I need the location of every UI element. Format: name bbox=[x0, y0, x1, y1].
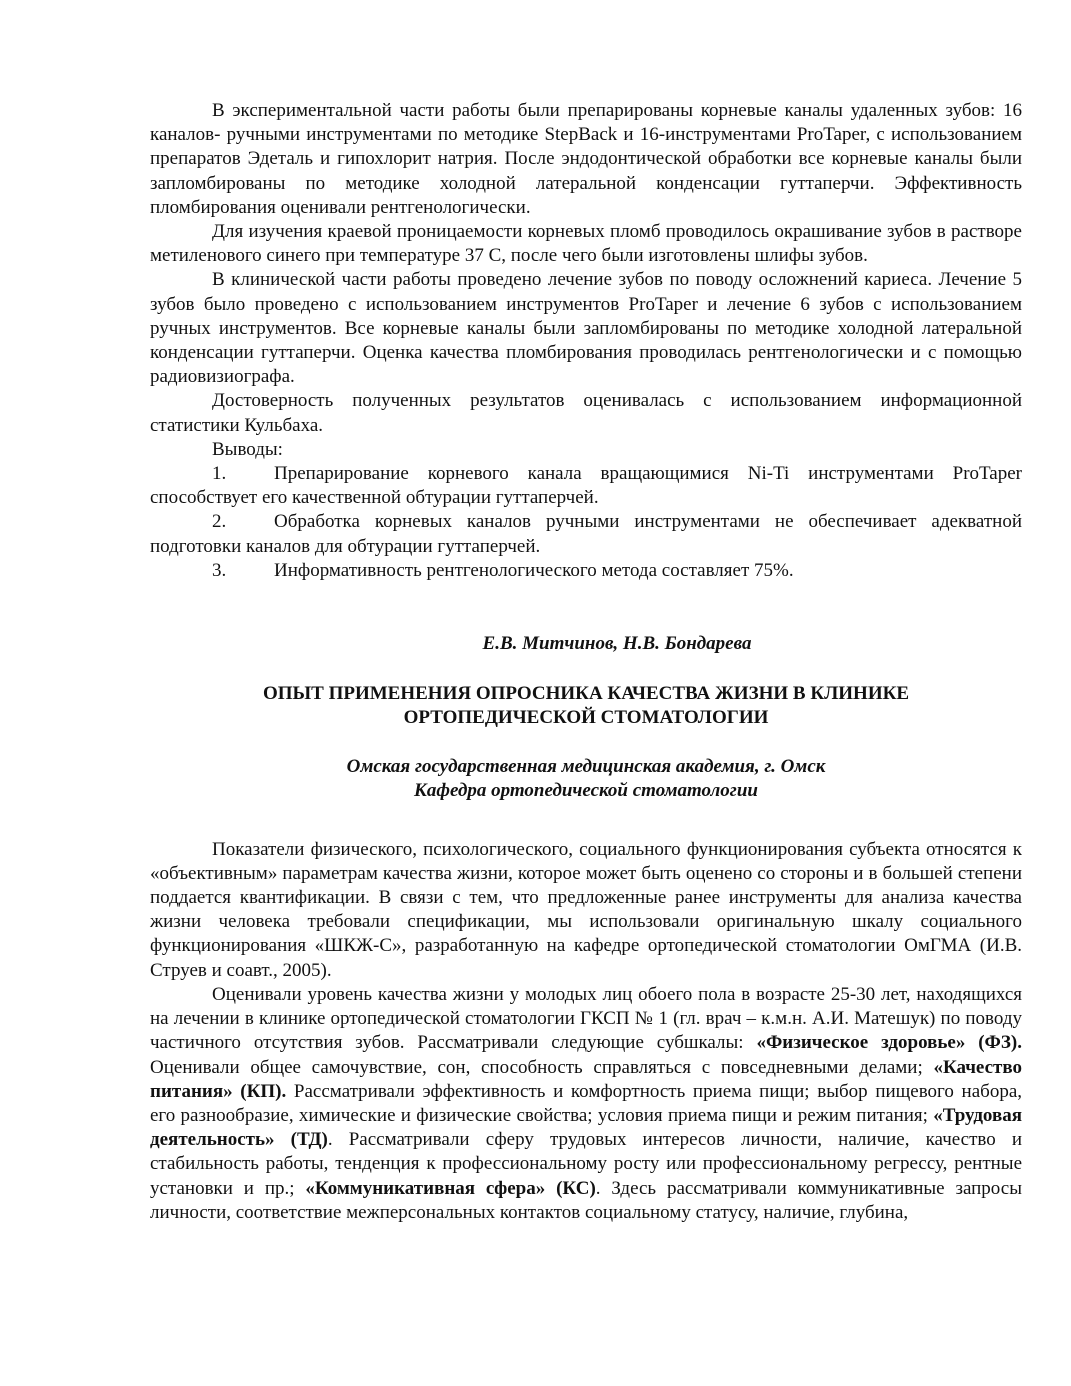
article-title-line-2: ОРТОПЕДИЧЕСКОЙ СТОМАТОЛОГИИ bbox=[403, 707, 769, 729]
text-run: Оценивали уровень качества жизни у молодых лиц обоего пола в возрасте 25-30 лет, находящихся на лечении в клинике ортопедической стоматологии ГКСП № 1 (гл. врач – к.м.н. А.И. Матешук) по поводу частичного отсутствия зубов. Рассматривали следующие субшкалы: bbox=[150, 983, 1022, 1054]
conclusion-item bbox=[150, 510, 1022, 558]
text-run: . Рассматривали сферу трудовых интересов личности, наличие, качество и стабильность работы, тенденция к профессиональному росту или профессиональному регрессу, рентные установки и пр.; bbox=[150, 1129, 1023, 1199]
paragraph-clinical: В клинической части работы проведено лечение зубов по поводу осложнений кариеса. Лечение 5 зубов было проведено с использованием инструментов ProTaper и лечение 6 зубов с использованием ручных инструментов. Все корневые каналы были запломбированы по методике холодной латеральной конденсации гуттаперчи. Оценка качества пломбирования проводилась рентгенологически и с помощью радиовизиографа. bbox=[150, 269, 1022, 388]
conclusion-number: 2. bbox=[212, 511, 227, 533]
article-title-line-1: ОПЫТ ПРИМЕНЕНИЯ ОПРОСНИКА КАЧЕСТВА ЖИЗНИ В КЛИНИКЕ bbox=[262, 683, 910, 705]
affiliation-line-2: Кафедра ортопедической стоматологии bbox=[414, 780, 758, 802]
conclusion-text: Препарирование корневого канала вращающимися Ni-Ti инструментами ProTaper способствует его качественной обтурации гуттаперчей. bbox=[150, 463, 1022, 509]
subscale-physical-health: «Физическое здоровье» (ФЗ). bbox=[756, 1032, 1022, 1054]
subscale-labor-activity: «Трудовая деятельность» (ТД) bbox=[150, 1104, 1022, 1151]
affiliation-line-1: Омская государственная медицинская академия, г. Омск bbox=[346, 756, 826, 778]
document-page bbox=[150, 99, 1022, 1225]
paragraph-subscales bbox=[150, 983, 1022, 1225]
conclusion-text: Информативность рентгенологического метода составляет 75%. bbox=[274, 559, 794, 581]
paragraph-statistics: Достоверность полученных результатов оценивалась с использованием информационной статистики Кульбаха. bbox=[150, 390, 1022, 436]
paragraph-indicators: Показатели физического, психологического, социального функционирования субъекта относятся к «объективным» параметрам качества жизни, которое может быть оценено со стороны и в большей степени поддается квантификации. В связи с тем, что предложенные ранее инструменты для анализа качества жизни человека требовали спецификации, мы использовали оригинальную шкалу социального функционирования «ШКЖ-С», разработанную на кафедре ортопедической стоматологии ОмГМА (И.В. Струев и соавт., 2005). bbox=[150, 838, 1022, 981]
subscale-communicative-sphere: «Коммуникативная сфера» (КС) bbox=[305, 1177, 596, 1199]
article-authors: Е.В. Митчинов, Н.В. Бондарева bbox=[482, 633, 752, 655]
conclusion-number: 1. bbox=[212, 463, 227, 485]
conclusions-label: Выводы: bbox=[212, 438, 283, 460]
paragraph-permeability: Для изучения краевой проницаемости корневых пломб проводилось окрашивание зубов в растворе метиленового синего при температуре 37 С, после чего были изготовлены шлифы зубов. bbox=[150, 221, 1022, 267]
subscale-nutrition-quality: «Качество питания» (КП). bbox=[150, 1056, 1022, 1102]
paragraph-experimental: В экспериментальной части работы были препарированы корневые каналы удаленных зубов: 16 каналов- ручными инструментами по методике StepBack и 16-инструментами ProTaper, с использованием препаратов Эдеталь и гипохлорит натрия. После эндодонтической обработки все корневые каналы были запломбированы по методике холодной латеральной конденсации гуттаперчи. Эффективность пломбирования оценивали рентгенологически. bbox=[150, 100, 1022, 218]
conclusion-number: 3. bbox=[212, 559, 227, 581]
conclusion-text: Обработка корневых каналов ручными инструментами не обеспечивает адекватной подготовки каналов для обтурации гуттаперчей. bbox=[150, 511, 1022, 557]
conclusion-item bbox=[150, 462, 1022, 510]
text-run: Оценивали общее самочувствие, сон, способность справляться с повседневными делами; bbox=[150, 1056, 934, 1078]
article-affiliation bbox=[150, 755, 1022, 803]
text-run: Рассматривали эффективность и комфортность приема пищи; выбор пищевого набора, его разнообразие, химические и физические свойства; условия приема пищи и режим питания; bbox=[150, 1080, 1022, 1126]
conclusion-item bbox=[150, 559, 1022, 583]
article-title bbox=[150, 682, 1022, 730]
text-run: . Здесь рассматривали коммуникативные запросы личности, соответствие межперсональных контактов социальному статусу, наличие, глубина, bbox=[150, 1177, 1022, 1223]
